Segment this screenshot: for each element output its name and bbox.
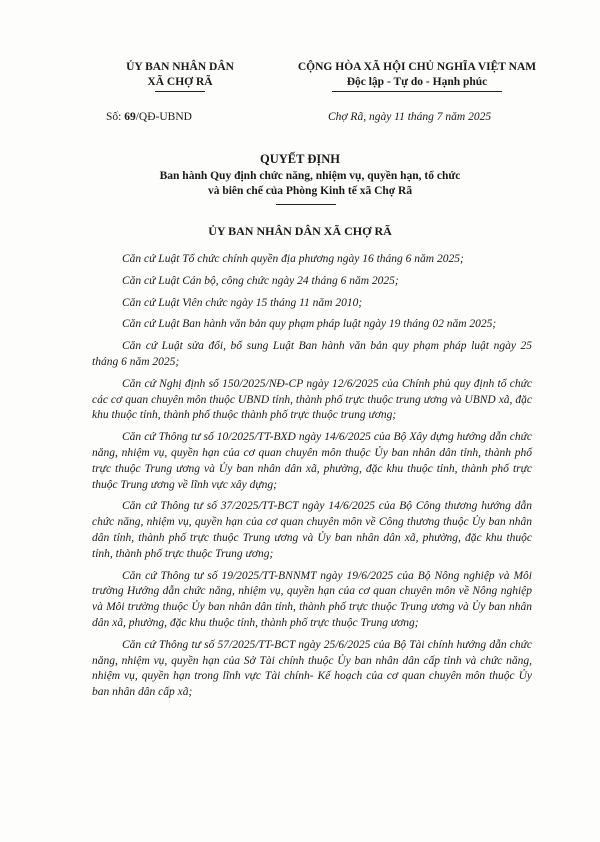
legal-basis-paragraph: Căn cứ Thông tư số 19/2025/TT-BNNMT ngày 19/6/2025 của Bộ Nông nghiệp và Môi trường Hướng dẫn chức năng, nhiệm vụ, quyền hạn của cơ quan chuyên môn về Nông nghiệp và Môi trường thuộc Ủy ban nhân dân tỉnh, thành phố trực thuộc Trung ương và Ủy ban nhân dân xã, phường, đặc khu thuộc tỉnh, thành phố trực thuộc Trung ương; bbox=[92, 569, 532, 629]
national-header bbox=[268, 60, 566, 92]
legal-basis-paragraph: Căn cứ Thông tư số 10/2025/TT-BXD ngày 14/6/2025 của Bộ Xây dựng hướng dẫn chức năng, nhiệm vụ, quyền hạn của cơ quan chuyên môn thuộc Ủy ban nhân dân tỉnh, thành phố trực thuộc Trung ương và Ủy ban nhân dân xã, phường, đặc khu thuộc tỉnh, thành phố trực thuộc Trung ương về lĩnh vực xây dựng; bbox=[92, 431, 532, 491]
document-number bbox=[106, 111, 192, 123]
document-subtitle bbox=[120, 169, 500, 199]
nation-name: CỘNG HÒA XÃ HỘI CHỦ NGHĨA VIỆT NAM bbox=[297, 61, 537, 73]
issuing-authority bbox=[100, 60, 260, 92]
document-title: QUYẾT ĐỊNH bbox=[260, 152, 340, 166]
committee-heading: ỦY BAN NHÂN DÂN XÃ CHỢ RÃ bbox=[208, 224, 392, 238]
legal-basis-paragraph: Căn cứ Luật sửa đổi, bổ sung Luật Ban hành văn bản quy phạm pháp luật ngày 25 tháng 6 năm 2025; bbox=[92, 340, 532, 368]
doc-number-value: 69 bbox=[124, 111, 136, 123]
title-divider bbox=[276, 204, 336, 205]
document-body bbox=[92, 252, 532, 707]
legal-basis-paragraph: Căn cứ Luật Tổ chức chính quyền địa phương ngày 16 tháng 6 năm 2025; bbox=[122, 253, 464, 265]
doc-number-suffix: /QĐ-UBND bbox=[135, 111, 192, 123]
subtitle-line-1: Ban hành Quy định chức năng, nhiệm vụ, quyền hạn, tổ chức bbox=[159, 170, 461, 182]
legal-basis-paragraph: Căn cứ Luật Cán bộ, công chức ngày 24 tháng 6 năm 2025; bbox=[122, 274, 399, 287]
legal-basis-paragraph: Căn cứ Luật Ban hành văn bản quy phạm pháp luật ngày 19 tháng 02 năm 2025; bbox=[122, 318, 497, 331]
date-place: Chợ Rã, ngày 11 tháng 7 năm 2025 bbox=[328, 111, 492, 123]
authority-line-2: XÃ CHỢ RÃ bbox=[147, 76, 213, 88]
legal-basis-paragraph: Căn cứ Nghị định số 150/2025/NĐ-CP ngày 12/6/2025 của Chính phủ quy định tổ chức các cơ quan chuyên môn thuộc UBND tỉnh, thành phố trực thuộc trung ương và UBND xã, đặc khu thuộc tỉnh, thành phố thuộc thành phố trực thuộc trung ương; bbox=[92, 377, 532, 422]
legal-basis-paragraph: Căn cứ Thông tư số 57/2025/TT-BCT ngày 25/6/2025 của Bộ Tài chính hướng dẫn chức năng, nhiệm vụ, quyền hạn của Sở Tài chính thuộc Ủy ban nhân dân cấp tỉnh và chức năng, nhiệm vụ, quyền hạn trong lĩnh vực Tài chính- Kế hoạch của cơ quan chuyên môn thuộc Ủy ban nhân dân cấp xã; bbox=[92, 638, 532, 699]
legal-basis-paragraph: Căn cứ Luật Viên chức ngày 15 tháng 11 năm 2010; bbox=[122, 296, 363, 309]
authority-underline bbox=[155, 91, 205, 92]
nation-motto: Độc lập - Tự do - Hạnh phúc bbox=[346, 76, 488, 88]
motto-underline bbox=[332, 91, 502, 92]
authority-line-1: ỦY BAN NHÂN DÂN bbox=[126, 61, 234, 73]
doc-number-prefix: Số: bbox=[106, 111, 125, 123]
legal-basis-paragraph: Căn cứ Thông tư số 37/2025/TT-BCT ngày 14/6/2025 của Bộ Công thương hướng dẫn chức năng, nhiệm vụ, quyền hạn của cơ quan chuyên môn về Công thương thuộc Ủy ban nhân dân tỉnh, thành phố trực thuộc Trung ương và Ủy ban nhân dân xã, phường, đặc khu thuộc tỉnh, thành phố trực thuộc Trung ương; bbox=[92, 500, 532, 560]
subtitle-line-2: và biên chế của Phòng Kinh tế xã Chợ Rã bbox=[207, 185, 413, 197]
